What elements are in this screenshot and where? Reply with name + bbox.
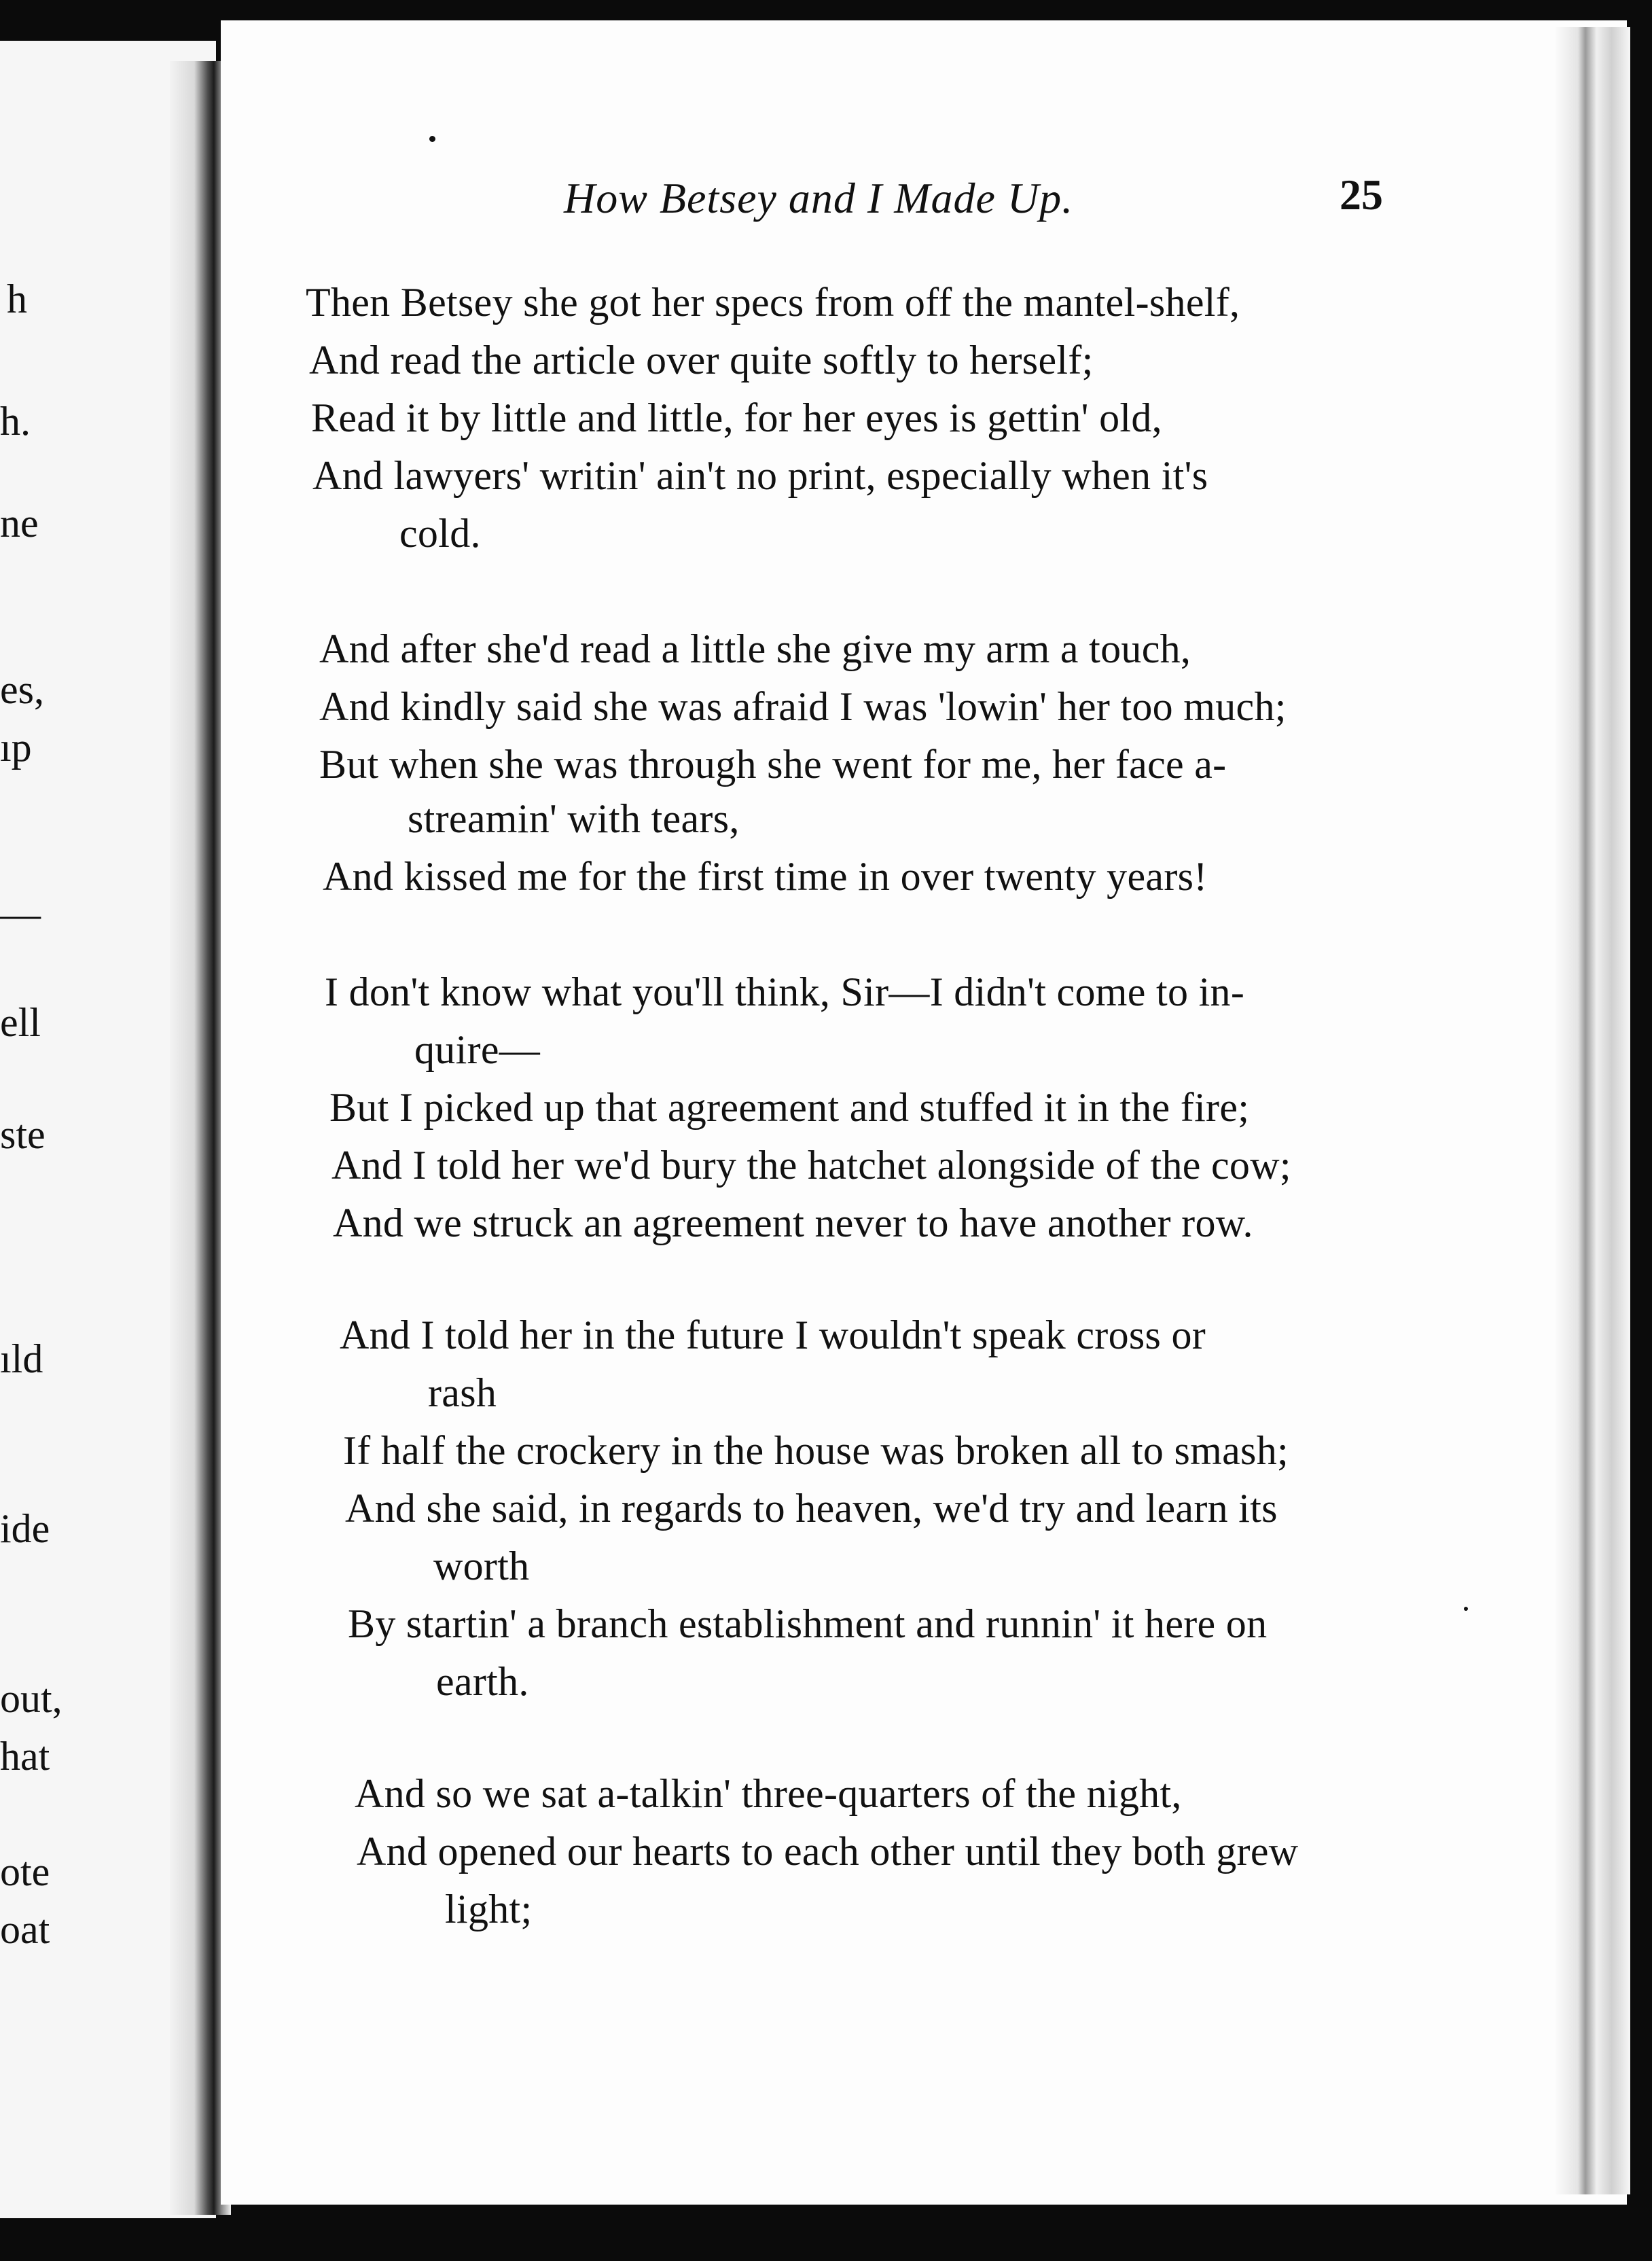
poem-line: Read it by little and little, for her eyes is gettin' old,: [311, 395, 1162, 440]
print-speck: [429, 136, 435, 142]
poem-line: And we struck an agreement never to have another row.: [333, 1200, 1253, 1245]
page-edge: [1556, 27, 1630, 2194]
poem-line: Then Betsey she got her specs from off the mantel-shelf,: [306, 280, 1240, 325]
left-fragment: ste: [0, 1112, 46, 1157]
poem-line: And read the article over quite softly to herself;: [309, 338, 1094, 382]
left-fragment: ide: [0, 1506, 50, 1551]
left-fragment: ote: [0, 1849, 50, 1894]
poem-line: streamin' with tears,: [408, 796, 740, 841]
left-fragment: ne: [0, 501, 39, 546]
poem-line: And after she'd read a little she give my arm a touch,: [319, 626, 1191, 671]
poem-line: And I told her in the future I wouldn't speak cross or: [340, 1313, 1206, 1357]
left-fragment: h: [7, 277, 27, 321]
poem-line: And opened our hearts to each other until they both grew: [357, 1829, 1299, 1874]
poem-line: I don't know what you'll think, Sir—I didn't come to in-: [325, 969, 1245, 1014]
left-fragment: ıp: [0, 725, 32, 770]
print-speck: [1464, 1607, 1468, 1611]
poem-line: And I told her we'd bury the hatchet alongside of the cow;: [331, 1143, 1291, 1188]
left-fragment: ıld: [0, 1336, 43, 1381]
poem-line: And kissed me for the first time in over twenty years!: [323, 854, 1208, 899]
poem-line: And she said, in regards to heaven, we'd try and learn its: [345, 1486, 1278, 1531]
running-head: How Betsey and I Made Up.: [564, 174, 1074, 222]
poem-line: worth: [433, 1544, 530, 1588]
left-fragment: h.: [0, 399, 31, 444]
left-fragment: oat: [0, 1907, 50, 1952]
left-fragment: ell: [0, 1000, 41, 1045]
left-fragment: out,: [0, 1676, 62, 1721]
poem-line: If half the crockery in the house was broken all to smash;: [343, 1428, 1289, 1473]
poem-line: But I picked up that agreement and stuffed it in the fire;: [329, 1085, 1250, 1130]
left-fragment: —: [0, 891, 41, 936]
left-fragment: es,: [0, 667, 44, 712]
poem-line: rash: [428, 1370, 497, 1415]
poem-line: cold.: [399, 511, 481, 556]
left-fragment: hat: [0, 1734, 50, 1779]
poem-line: And lawyers' writin' ain't no print, especially when it's: [312, 453, 1208, 498]
poem-line: But when she was through she went for me, her face a-: [319, 742, 1227, 787]
poem-line: quire—: [414, 1027, 541, 1072]
poem-line: light;: [445, 1887, 533, 1931]
poem-line: By startin' a branch establishment and runnin' it here on: [348, 1601, 1268, 1646]
poem-line: earth.: [436, 1659, 529, 1704]
page-number: 25: [1340, 171, 1383, 219]
poem-line: And so we sat a-talkin' three-quarters of the night,: [355, 1771, 1182, 1816]
poem-line: And kindly said she was afraid I was 'lowin' her too much;: [319, 684, 1287, 729]
